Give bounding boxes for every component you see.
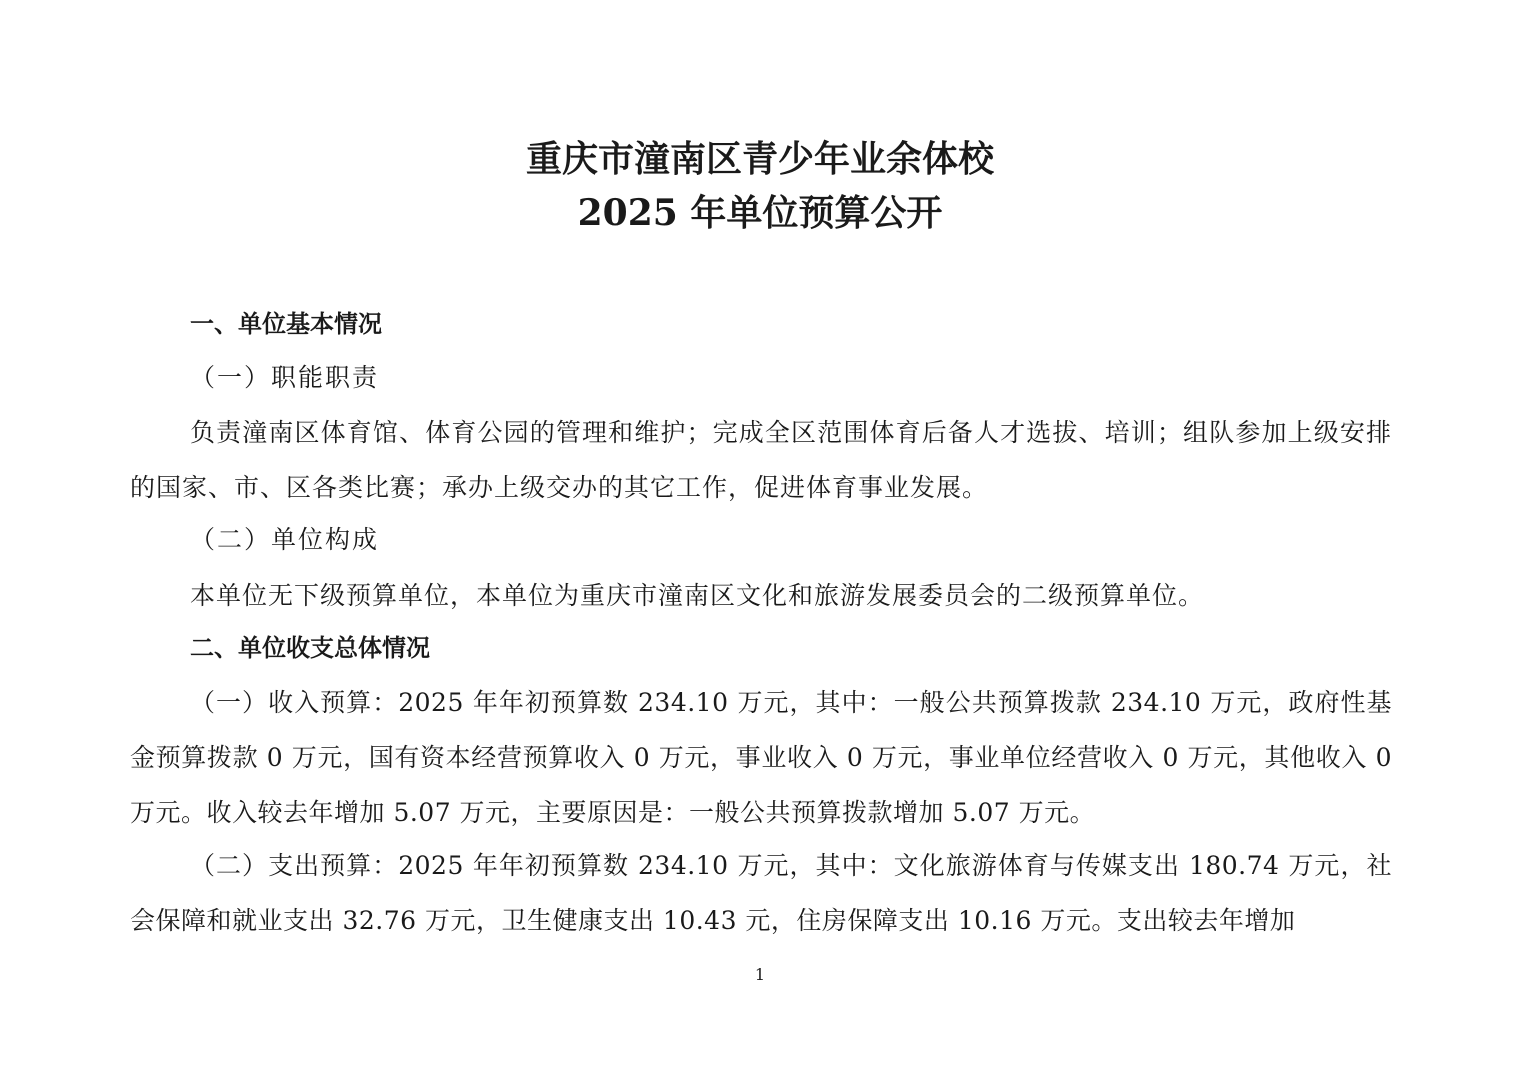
page-number: 1 bbox=[754, 965, 766, 984]
section2-paragraph-income: （一）收入预算：2025 年年初预算数 234.10 万元，其中：一般公共预算拨款 234.10 万元，政府性基金预算拨款 0 万元，国有资本经营预算收入 0 万元，事业收入 0 万元，事业单位经营收入 0 万元，其他收入 0 万元。收入较去年增加 5.07 万元，主要原因是：一般公共预算拨款增加 5.07 万元。 bbox=[130, 688, 1392, 827]
document-title-line1: 重庆市潼南区青少年业余体校 bbox=[525, 138, 994, 180]
document-title-line2: 2025 年单位预算公开 bbox=[577, 192, 943, 234]
section1-subheading-composition: （二）单位构成 bbox=[190, 525, 380, 554]
section1-paragraph-composition: 本单位无下级预算单位，本单位为重庆市潼南区文化和旅游发展委员会的二级预算单位。 bbox=[190, 581, 1205, 610]
section1-heading: 一、单位基本情况 bbox=[190, 310, 382, 338]
section1-subheading-duties: （一）职能职责 bbox=[190, 363, 380, 392]
section1-paragraph-duties: 负责潼南区体育馆、体育公园的管理和维护；完成全区范围体育后备人才选拔、培训；组队参加上级安排的国家、市、区各类比赛；承办上级交办的其它工作，促进体育事业发展。 bbox=[130, 418, 1392, 502]
section2-heading: 二、单位收支总体情况 bbox=[190, 634, 430, 662]
section2-paragraph-expenditure: （二）支出预算：2025 年年初预算数 234.10 万元，其中：文化旅游体育与传媒支出 180.74 万元，社会保障和就业支出 32.76 万元，卫生健康支出 10.43 元，住房保障支出 10.16 万元。支出较去年增加 bbox=[130, 851, 1392, 935]
